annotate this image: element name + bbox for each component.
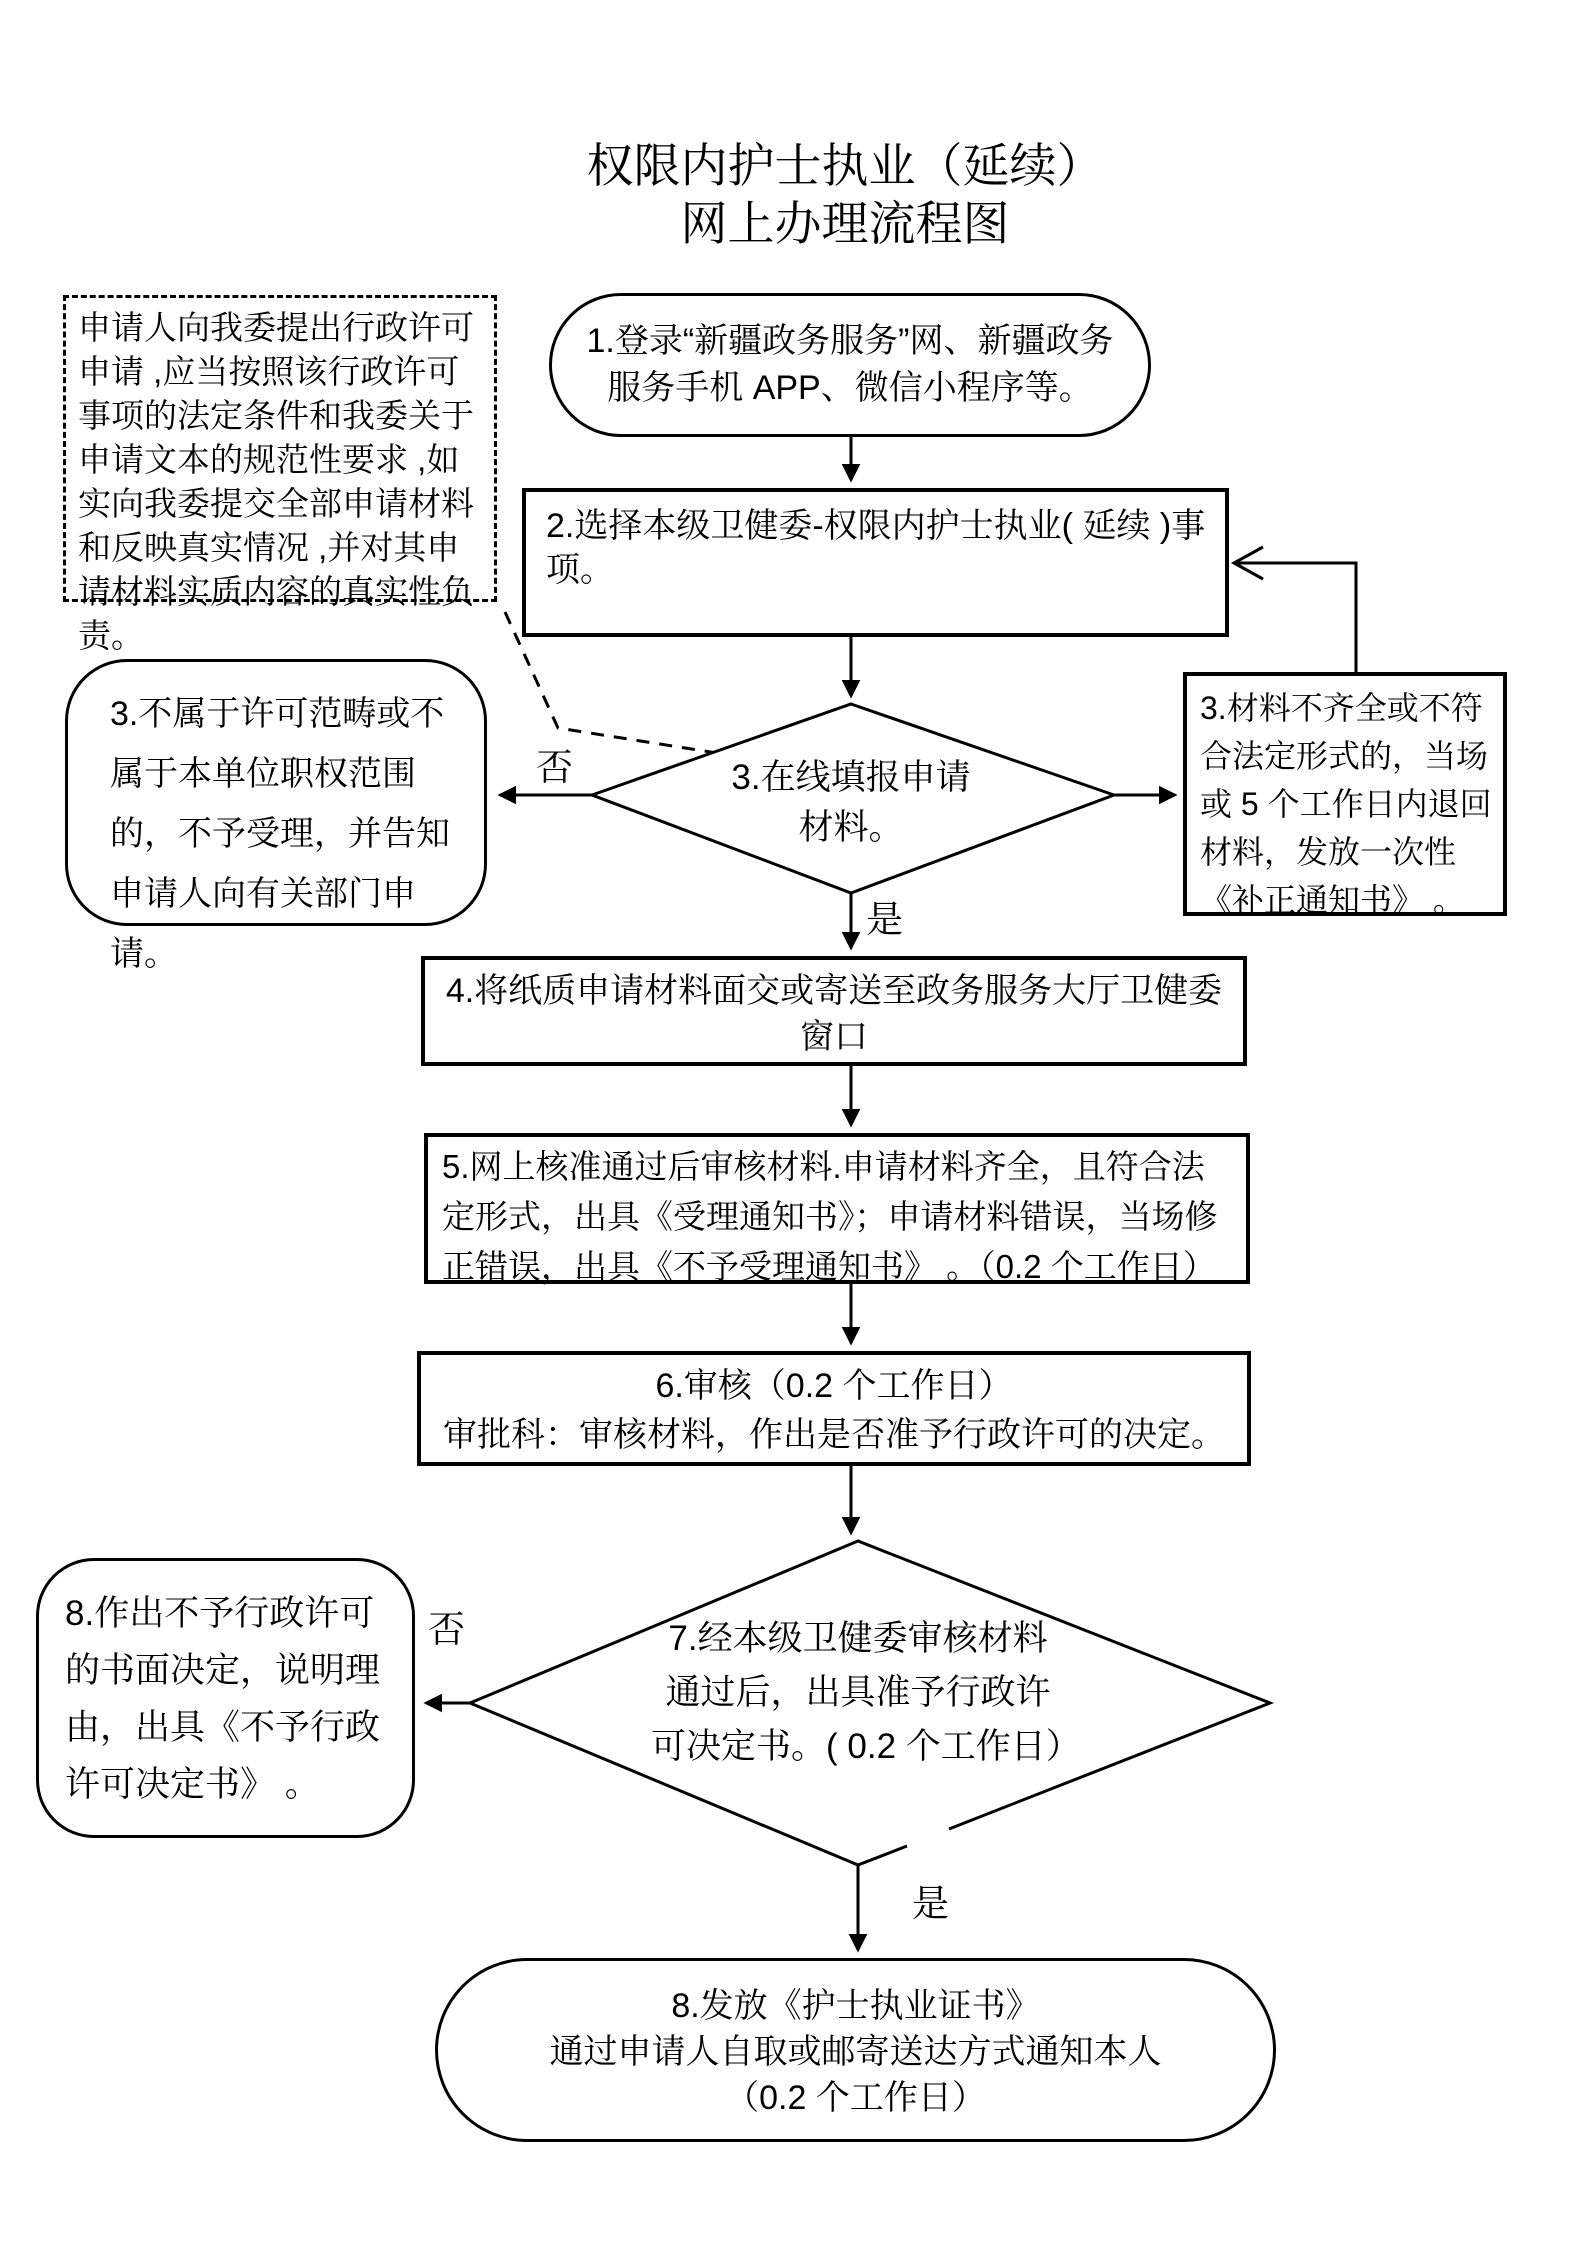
decision3-yes-label: 是 — [866, 899, 903, 940]
step5-review-node: 5.网上核准通过后审核材料.申请材料齐全，且符合法定形式，出具《受理通知书》；申请材料错误，当场修正错误，出具《不予受理通知书》 。（0.2 个工作日） — [424, 1133, 1250, 1284]
decision3-label: 3.在线填报申请材料。 — [731, 758, 971, 847]
issue8-line2: 通过申请人自取或邮寄送达方式通知本人 — [549, 2033, 1162, 2071]
page-title-line2: 网上办理流程图 — [680, 199, 1010, 251]
issue8-node — [435, 1958, 1276, 2142]
issue8-line3: （0.2 个工作日） — [725, 2079, 986, 2117]
page-title-line1: 权限内护士执业（延续） — [586, 141, 1104, 193]
page-title — [295, 138, 1395, 254]
deny8-node: 8.作出不予行政许可的书面决定，说明理由，出具《不予行政许可决定书》 。 — [36, 1558, 415, 1838]
decision7-yes-label: 是 — [912, 1883, 949, 1924]
step6-line1: 6.审核（0.2 个工作日） — [655, 1367, 1013, 1405]
connector-supplement-step2 — [1236, 563, 1356, 672]
step1-login-node: 1.登录“新疆政务服务”网、新疆政务服务手机 APP、微信小程序等。 — [549, 293, 1151, 437]
issue8-line1: 8.发放《护士执业证书》 — [671, 1987, 1040, 2025]
decision7-no-label: 否 — [428, 1609, 465, 1650]
decision3-no-label: 否 — [536, 747, 573, 788]
supplement3-node: 3.材料不齐全或不符合法定形式的，当场或 5 个工作日内退回材料，发放一次性《补正通知书》 。 — [1183, 672, 1507, 916]
reject3-node: 3.不属于许可范畴或不属于本单位职权范围的，不予受理，并告知申请人向有关部门申请。 — [65, 659, 487, 926]
step6-audit-node — [417, 1351, 1251, 1466]
step2-select-node: 2.选择本级卫健委-权限内护士执业( 延续 )事项。 — [522, 488, 1229, 637]
note-box: 申请人向我委提出行政许可申请 ,应当按照该行政许可事项的法定条件和我委关于申请文本的规范性要求 ,如实向我委提交全部申请材料和反映真实情况 ,并对其申请材料实质内容的真实性负责。 — [63, 295, 497, 602]
decision7-label: 7.经本级卫健委审核材料通过后，出具准予行政许可决定书。( 0.2 个工作日） — [651, 1619, 1081, 1766]
step6-line2: 审批科：审核材料，作出是否准予行政许可的决定。 — [443, 1416, 1225, 1454]
step4-submit-paper-node: 4.将纸质申请材料面交或寄送至政务服务大厅卫健委窗口 — [421, 956, 1247, 1066]
